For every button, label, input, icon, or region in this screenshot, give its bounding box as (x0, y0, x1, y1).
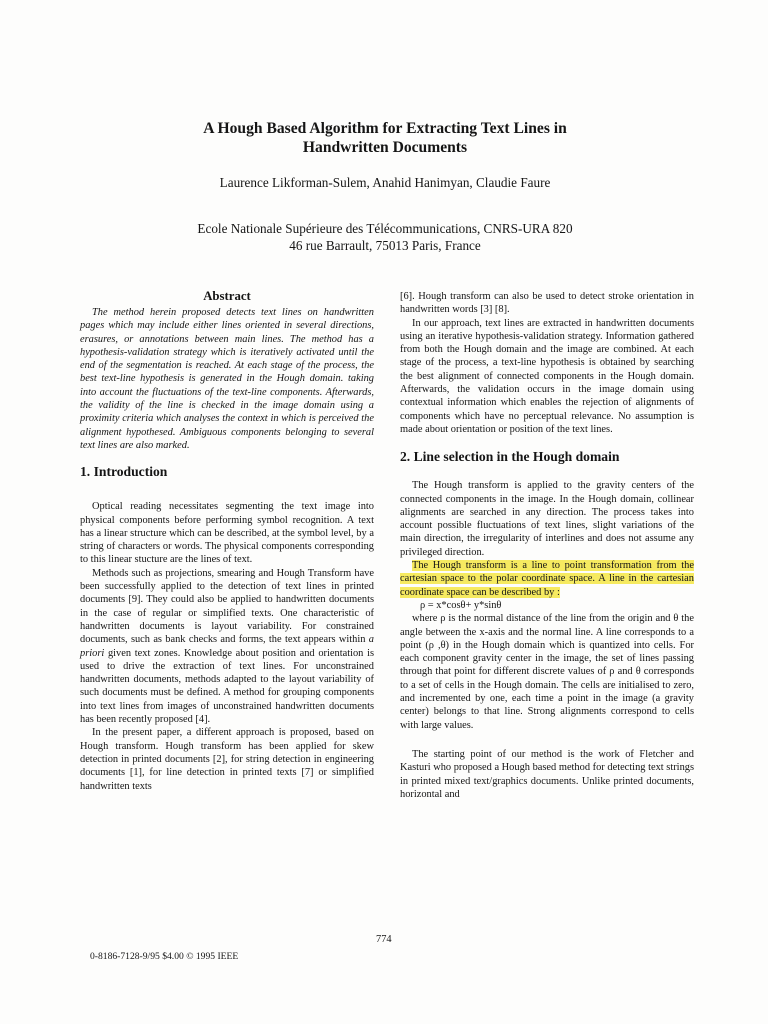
section-2-highlight-paragraph (400, 559, 694, 599)
hough-formula: ρ = x*cosθ+ y*sinθ (420, 599, 502, 611)
section-2-paragraph-2: where ρ is the normal distance of the line from the origin and θ the angle between the x-axis and the normal line. A line corresponds to a point (ρ ,θ) in the Hough domain which is quantized into cells. For each component gravity center in the image, the set of lines passing through that point for different discrete values of ρ and θ corresponds to a set of cells in the Hough domain. The cells are initialised to zero, and incremented by one, each time a point in the image (a gravity center) belongs to that line. Strong alignments correspond to cells with large values. (400, 613, 694, 731)
affiliation-line-2: 46 rue Barrault, 75013 Paris, France (289, 238, 481, 253)
section-2-paragraph-3: The starting point of our method is the work of Fletcher and Kasturi who proposed a Hough based method for detecting text strings in printed mixed text/graphics documents. Unlike printed documents, horizontal and (400, 748, 694, 800)
left-column (80, 289, 374, 793)
paragraph-gap (400, 732, 694, 748)
intro-p2-text-b: given text zones. Knowledge about position and orientation is used to drive the extraction of text lines. For unconstrained handwritten documents, methods adapted to the layout variability of such documents must be defined. A method for grouping components into text lines from images of unconstrained handwritten documents has been recently proposed [4]. (80, 647, 374, 726)
abstract-heading: Abstract (203, 289, 251, 303)
highlighted-text: The Hough transform is a line to point transformation from the cartesian space to the polar coordinate space. A line in the cartesian coordinate space can be described by : (400, 560, 694, 598)
abstract-body: The method herein proposed detects text lines on handwritten pages which may include either lines oriented in several directions, erasures, or annotations between main lines. The method has a hypothesis-validation strategy which is iteratively activated until the end of the segmentation is reached. At each stage of the process, the best text-line hypothesis is generated in the Hough domain. taking into account the fluctuations of the text-line components. Afterwards, the validity of the line is checked in the image domain using a proximity criteria which analyses the context in which is perceived the alignment hypothesed. Ambiguous components belonging to several text lines are also marked. (80, 307, 374, 451)
affiliation-line-1: Ecole Nationale Supérieure des Télécommunications, CNRS-URA 820 (197, 221, 573, 236)
authors: Laurence Likforman-Sulem, Anahid Hanimyan, Claudie Faure (219, 175, 551, 190)
right-paragraph-2: In our approach, text lines are extracted in handwritten documents using an iterative hypothesis-validation strategy. Information gathered from both the Hough domain and the image are combined. At each stage of the process, a text-line hypothesis is obtained by searching the best alignment of connected components in the Hough domain. Afterwards, the validation occurs in the image domain using contextual information which enables the rejection of alignments of components which have no perceptual relevance. No assumption is made about orientation or position of the text lines. (400, 317, 694, 435)
section-2-heading: 2. Line selection in the Hough domain (400, 449, 620, 465)
affiliation (60, 220, 710, 254)
paper-title (100, 119, 670, 157)
right-column (400, 290, 694, 801)
intro-paragraph-2 (80, 567, 374, 727)
section-1-heading: 1. Introduction (80, 464, 168, 480)
title-line-1: A Hough Based Algorithm for Extracting Text Lines in (203, 120, 567, 137)
section-2-paragraph-1: The Hough transform is applied to the gravity centers of the connected components in the image. In the Hough domain, collinear alignments are searched in any direction. The process takes into account possible fluctuations of text lines, slight variations of the main direction, the irregularity of interlines and does not assume any privileged direction. (400, 480, 694, 558)
intro-p2-italic: a priori (80, 634, 374, 659)
page-number: 774 (376, 934, 392, 945)
title-line-2: Handwritten Documents (302, 139, 468, 156)
intro-paragraph-3: In the present paper, a different approach is proposed, based on Hough transform. Hough transform has been applied for skew detection in printed documents [2], for string detection in engineering documents [1], for line detection in printed texts [7] or simplified handwritten texts (80, 727, 374, 792)
right-paragraph-1: [6]. Hough transform can also be used to detect stroke orientation in handwritten words [3] [8]. (400, 291, 694, 316)
copyright-footer: 0-8186-7128-9/95 $4.00 © 1995 IEEE (90, 951, 239, 962)
intro-paragraph-1: Optical reading necessitates segmenting the text image into physical components before performing symbol recognition. A text has a linear structure which can be described, at the symbol level, by a string of characters or words. The physical components corresponding to this linear stucture are the lines of text. (80, 501, 374, 566)
intro-p2-text-a: Methods such as projections, smearing and Hough Transform have been successfully applied to the detection of text lines in printed documents [9]. They could also be applied to handwritten documents in the case of regular or simplified texts. One characteristic of handwritten documents is layout variability. For constrained documents, such as bank checks and forms, the text appears within (80, 567, 374, 646)
